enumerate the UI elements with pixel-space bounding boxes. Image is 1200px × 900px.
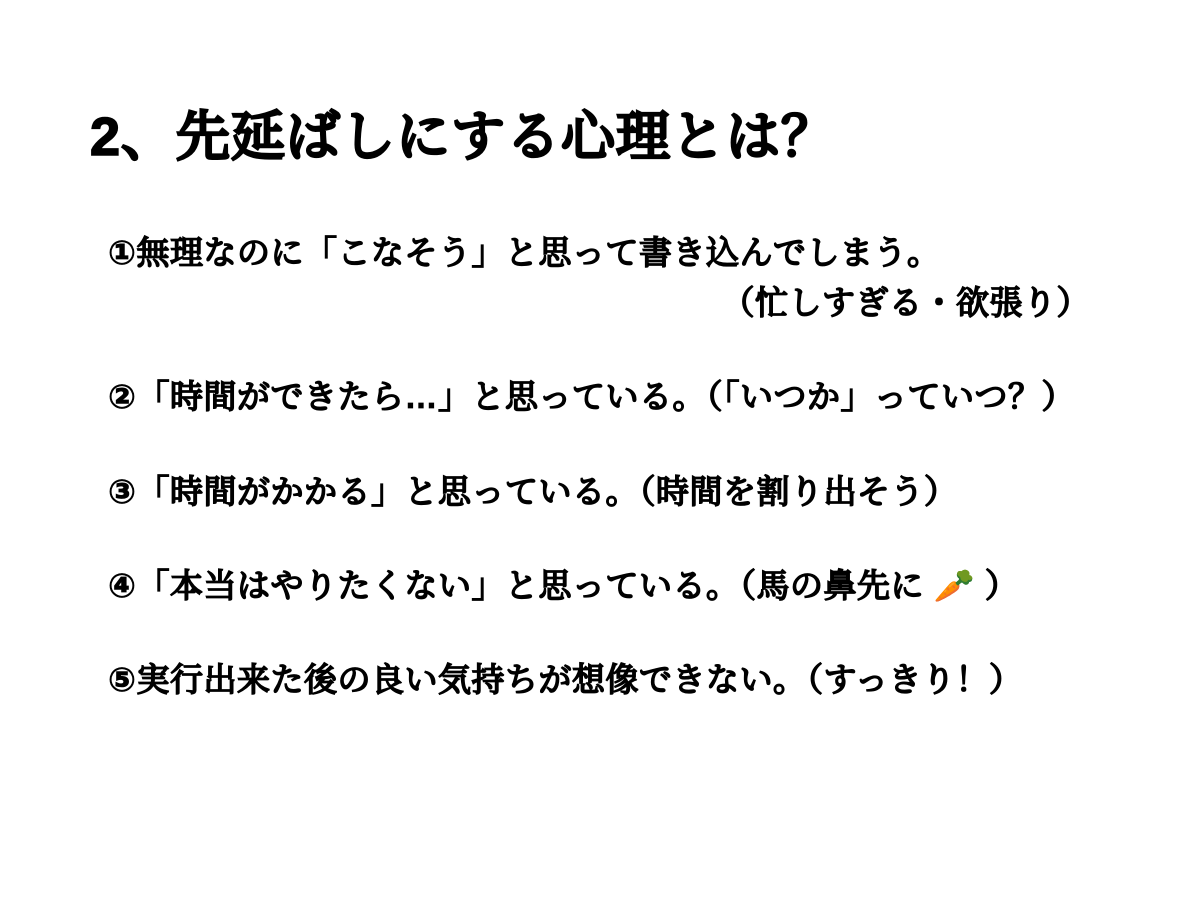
- list-item: [108, 376, 1108, 418]
- list-item: [108, 565, 1108, 607]
- list-item: [108, 471, 1108, 513]
- list-item-line-note: （忙しすぎる・欲張り）: [721, 284, 1090, 322]
- list-item-line: ③「時間がかかる」と思っている。（時間を割り出そう）: [108, 472, 958, 510]
- list-item: [108, 232, 1108, 324]
- list-item-line: ①無理なのに「こなそう」と思って書き込んでしまう。: [108, 234, 941, 271]
- page-title: 2、先延ばしにする心理とは？: [90, 107, 837, 168]
- list-item-line: ⑤実行出来た後の良い気持ちが想像できない。（すっきり！）: [108, 661, 1023, 699]
- list-item-line: ②「時間ができたら…」と思っている。（「いつか」っていつ？）: [108, 378, 1075, 416]
- body-list: [108, 232, 1108, 701]
- list-item-line: ④「本当はやりたくない」と思っている。（馬の鼻先に 🥕 ）: [108, 566, 1019, 604]
- list-item: [108, 659, 1108, 701]
